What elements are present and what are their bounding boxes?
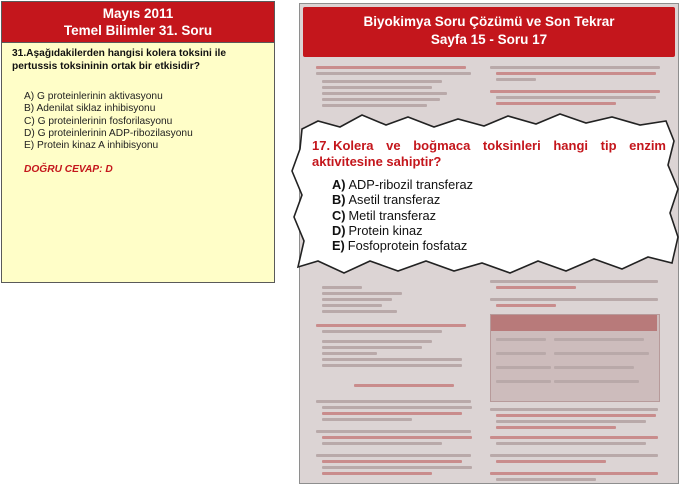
- book-title: Biyokimya Soru Çözümü ve Son Tekrar: [363, 14, 615, 29]
- callout-question-text: Kolera ve boğmaca toksinleri hangi tip enzim aktivitesine sahiptir?: [312, 138, 666, 169]
- exam-title: Temel Bilimler 31. Soru: [63, 22, 213, 38]
- callout-option-text: ADP-ribozil transferaz: [348, 177, 473, 192]
- callout-option-letter: C): [332, 207, 346, 223]
- exam-header: [2, 2, 274, 43]
- exam-option-d: D) G proteinlerinin ADP-ribozilasyonu: [24, 127, 193, 139]
- callout-option-letter: E): [332, 238, 345, 254]
- callout-option-e: [332, 238, 666, 253]
- callout-question: [312, 138, 666, 170]
- callout-option-text: Asetil transferaz: [348, 192, 441, 208]
- book-header: [303, 7, 675, 57]
- book-page-reference: Sayfa 15 - Soru 17: [430, 32, 548, 47]
- exam-options-list: [24, 91, 274, 152]
- exam-option-a: A) G proteinlerinin aktivasyonu: [24, 91, 163, 102]
- callout-option-a: [332, 177, 666, 192]
- callout-option-text: Protein kinaz: [348, 222, 423, 238]
- callout-option-b: [332, 192, 666, 207]
- callout-content: [312, 138, 666, 253]
- exam-date: Mayıs 2011: [102, 6, 174, 21]
- callout-option-c: [332, 208, 666, 223]
- callout-option-text: Fosfoprotein fosfataz: [347, 238, 468, 254]
- callout-option-letter: D): [332, 222, 346, 238]
- exam-option-c: C) G proteinlerinin fosforilasyonu: [24, 115, 173, 127]
- callout-option-letter: A): [332, 177, 346, 192]
- callout-option-d: [332, 223, 666, 238]
- callout-option-letter: B): [332, 192, 346, 208]
- callout-bubble: [288, 107, 680, 277]
- exam-option-e: E) Protein kinaz A inhibisyonu: [24, 140, 159, 152]
- exam-question-card: [1, 1, 275, 283]
- exam-correct-answer: DOĞRU CEVAP: D: [24, 164, 113, 176]
- callout-option-text: Metil transferaz: [348, 207, 436, 223]
- callout-question-number: 17.: [312, 138, 331, 153]
- exam-option-b: B) Adenilat siklaz inhibisyonu: [24, 103, 156, 115]
- exam-question-text: 31.Aşağıdakilerden hangisi kolera toksini ile pertussis toksininin ortak bir etkisidir?: [12, 48, 227, 72]
- callout-options-list: [332, 177, 666, 253]
